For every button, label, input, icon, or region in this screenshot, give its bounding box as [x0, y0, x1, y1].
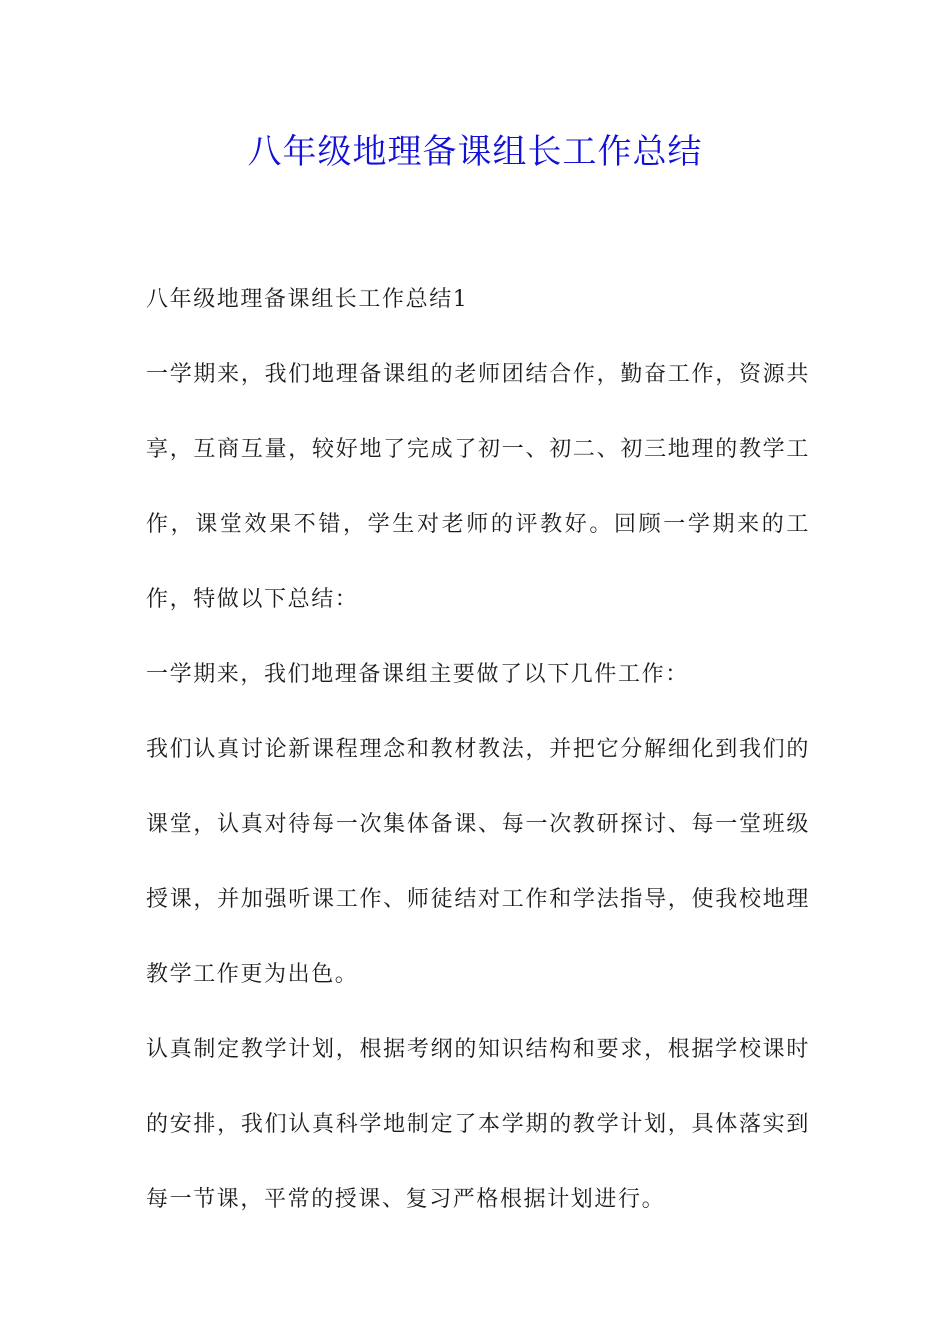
document-body [146, 262, 810, 1237]
section-heading: 八年级地理备课组长工作总结1 [146, 287, 469, 312]
paragraph-curriculum: 我们认真讨论新课程理念和教材教法，并把它分解细化到我们的课堂，认真对待每一次集体备课、每一次教研探讨、每一堂班级授课，并加强听课工作、师徒结对工作和学法指导，使我校地理教学工作更为出色。 [146, 737, 810, 987]
document-title: 八年级地理备课组长工作总结 [247, 132, 703, 172]
paragraph-work-summary: 一学期来，我们地理备课组主要做了以下几件工作： [146, 662, 689, 687]
paragraph-teaching-plan: 认真制定教学计划，根据考纲的知识结构和要求，根据学校课时的安排，我们认真科学地制定了本学期的教学计划，具体落实到每一节课，平常的授课、复习严格根据计划进行。 [146, 1037, 810, 1212]
paragraph-intro: 一学期来，我们地理备课组的老师团结合作，勤奋工作，资源共享，互商互量，较好地了完成了初一、初二、初三地理的教学工作，课堂效果不错，学生对老师的评教好。回顾一学期来的工作，特做以下总结： [146, 362, 810, 612]
